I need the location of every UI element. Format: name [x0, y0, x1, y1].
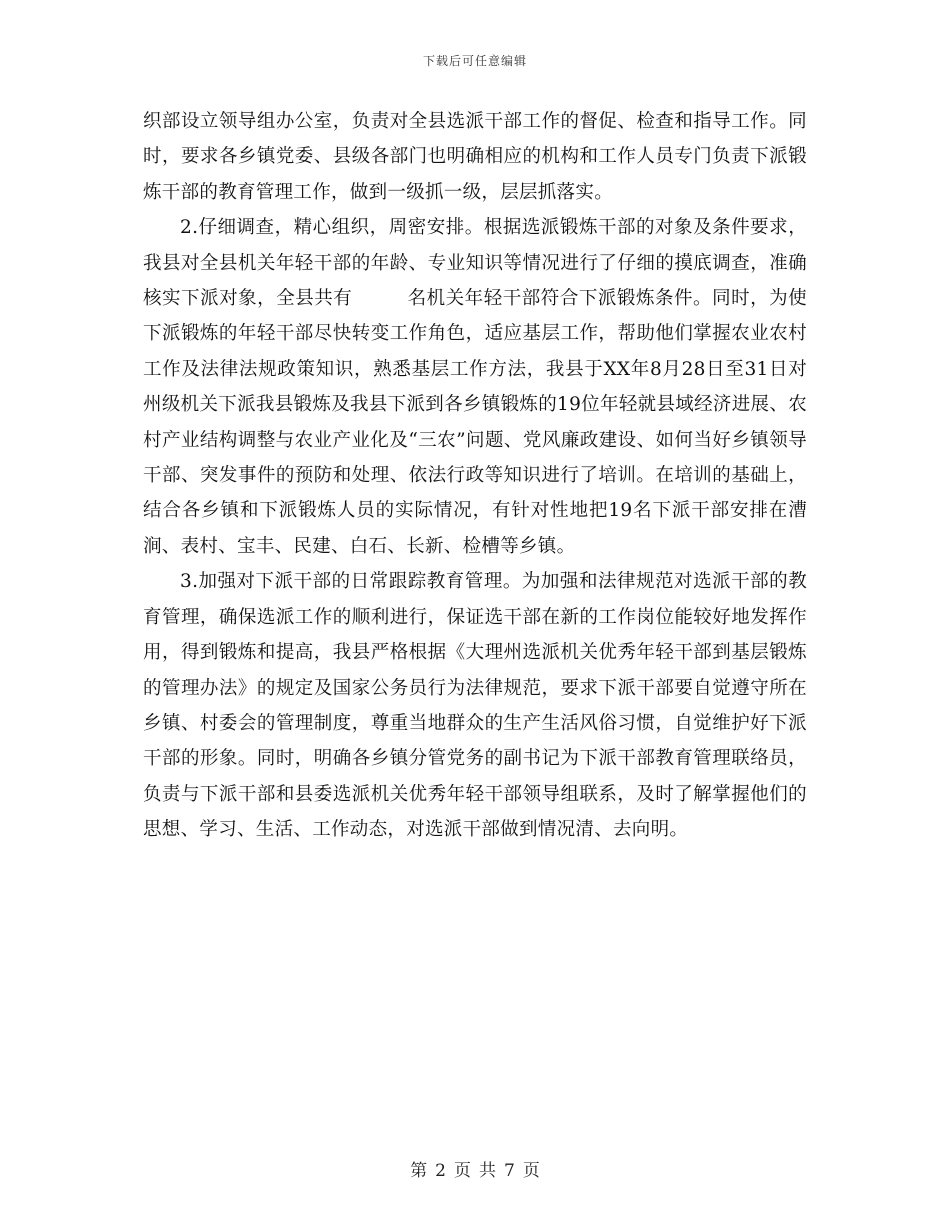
page-footer [0, 1156, 950, 1181]
paragraph-2-part-a: 2.仔细调查，精心组织，周密安排。根据选派锻炼干部的对象及条件要求，我县对全县机关年轻干部的年龄、专业知识等情况进行了仔细的摸底调查，准确核实下派对象，全县共有 [143, 217, 807, 310]
paragraph-3: 3.加强对下派干部的日常跟踪教育管理。为加强和法律规范对选派干部的教育管理，确保选派工作的顺利进行，保证选干部在新的工作岗位能较好地发挥作用，得到锻炼和提高，我县严格根据《大理州选派机关优秀年轻干部到基层锻炼的管理办法》的规定及国家公务员行为法律规范，要求下派干部要自觉遵守所在乡镇、村委会的管理制度，尊重当地群众的生产生活风俗习惯，自觉维护好下派干部的形象。同时，明确各乡镇分管党务的副书记为下派干部教育管理联络员，负责与下派干部和县委选派机关优秀年轻干部领导组联系，及时了解掌握他们的思想、学习、生活、工作动态，对选派干部做到情况清、去向明。 [143, 571, 807, 841]
footer-label-suffix: 页 [522, 1161, 540, 1181]
paragraph-2-part-b: 名机关年轻干部符合下派锻炼条件。同时，为使下派锻炼的年轻干部尽快转变工作角色，适应基层工作，帮助他们掌握农业农村工作及法律法规政策知识，熟悉基层工作方法，我县于XX年8月28日至31日对州级机关下派我县锻炼及我县下派到各乡镇锻炼的19位年轻就县域经济进展、农村产业结构调整与农业产业化及“三农”问题、党风廉政建设、如何当好乡镇领导干部、突发事件的预防和处理、依法行政等知识进行了培训。在培训的基础上，结合各乡镇和下派锻炼人员的实际情况，有针对性地把19名下派干部安排在漕涧、表村、宝丰、民建、白石、长新、检槽等乡镇。 [143, 288, 807, 557]
footer-current-page: 2 [435, 1161, 446, 1181]
footer-label-page: 页 [454, 1161, 471, 1181]
footer-label-total: 共 [479, 1161, 496, 1181]
footer-label-prefix: 第 [410, 1161, 428, 1181]
paragraph-continued: 织部设立领导组办公室，负责对全县选派干部工作的督促、检查和指导工作。同时，要求各乡镇党委、县级各部门也明确相应的机构和工作人员专门负责下派锻炼干部的教育管理工作，做到一级抓一级，层层抓落实。 [143, 111, 807, 203]
page-header: 下载后可任意编辑 [422, 54, 527, 68]
document-body [143, 104, 807, 848]
paragraph-2 [143, 210, 807, 564]
footer-total-pages: 7 [504, 1161, 515, 1181]
